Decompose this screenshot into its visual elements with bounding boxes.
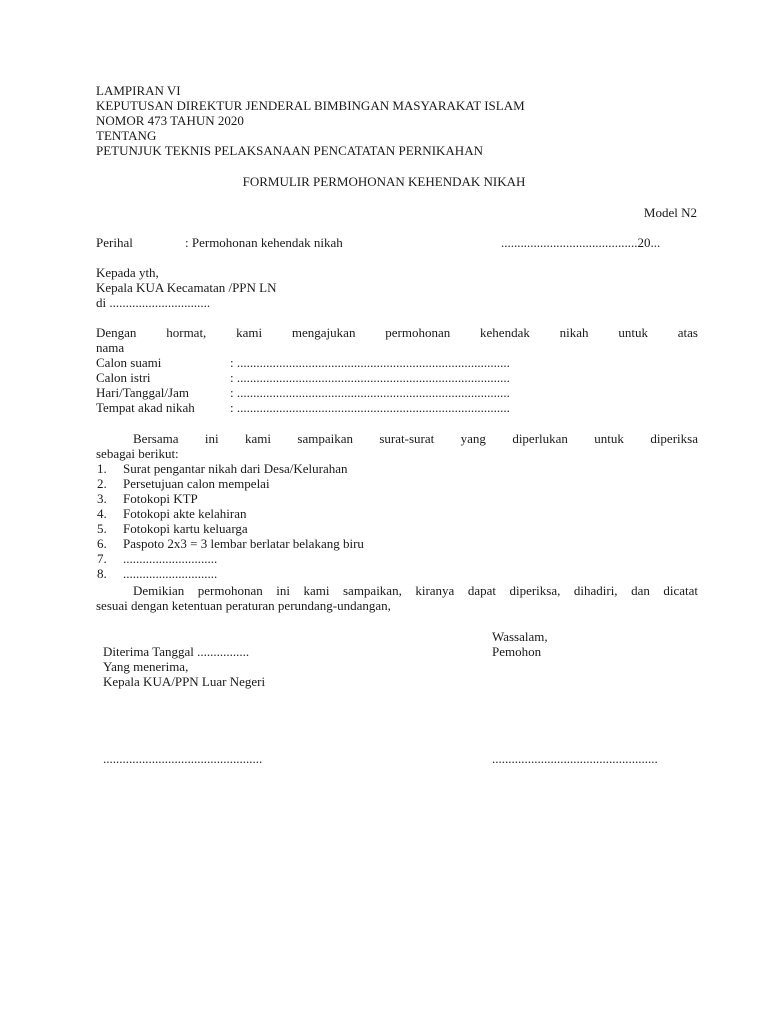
documents-intro-word: surat-surat [379,431,435,446]
tempat-akad-field[interactable]: : .................................................................................... [230,400,510,415]
documents-intro-word: yang [460,431,486,446]
list-item: Paspoto 2x3 = 3 lembar berlatar belakang biru [123,536,364,551]
list-item: Persetujuan calon mempelai [123,476,270,491]
header-keputusan: KEPUTUSAN DIREKTUR JENDERAL BIMBINGAN MASYARAKAT ISLAM [96,98,525,113]
list-item-number: 6. [97,536,107,551]
diterima-tanggal[interactable]: Diterima Tanggal ................ [103,644,250,659]
yang-menerima: Yang menerima, [103,659,189,674]
intro-word: permohonan [385,325,451,340]
form-title: FORMULIR PERMOHONAN KEHENDAK NIKAH [242,174,526,189]
list-item-number: 5. [97,521,107,536]
kepala-kua: Kepala KUA/PPN Luar Negeri [103,674,266,689]
hari-tanggal-field[interactable]: : .................................................................................... [230,385,510,400]
receiver-signature-line[interactable]: ................................................. [103,751,263,766]
address-location[interactable]: di ............................... [96,295,211,310]
closing-word: kami [303,583,330,598]
intro-word: Dengan [96,325,137,340]
perihal-label: Perihal [96,235,133,250]
calon-suami-label: Calon suami [96,355,162,370]
list-item: Surat pengantar nikah dari Desa/Kelurahan [123,461,348,476]
intro-line [96,325,698,340]
documents-intro-word: Bersama [133,431,179,446]
intro-word: kami [236,325,263,340]
closing-word: dicatat [663,583,698,598]
documents-intro-word: ini [204,431,219,446]
address-recipient: Kepala KUA Kecamatan /PPN LN [96,280,277,295]
address-greeting: Kepada yth, [96,265,159,280]
tempat-akad-label: Tempat akad nikah [96,400,195,415]
documents-intro-line [133,431,698,446]
intro-tail: nama [96,340,125,355]
list-item-number: 1. [97,461,107,476]
wassalam: Wassalam, [492,629,548,644]
list-item-number: 2. [97,476,107,491]
closing-word: diperiksa, [509,583,561,598]
documents-intro-word: sampaikan [297,431,353,446]
documents-intro-tail: sebagai berikut: [96,446,179,461]
hari-tanggal-label: Hari/Tanggal/Jam [96,385,189,400]
closing-word: dihadiri, [573,583,618,598]
header-petunjuk: PETUNJUK TEKNIS PELAKSANAAN PENCATATAN PERNIKAHAN [96,143,483,158]
list-item: Fotokopi KTP [123,491,198,506]
calon-istri-field[interactable]: : .................................................................................... [230,370,510,385]
list-item-blank[interactable]: ............................. [123,566,218,581]
documents-intro-word: kami [245,431,271,446]
list-item-number: 3. [97,491,107,506]
closing-word: Demikian [133,583,185,598]
list-item-blank[interactable]: ............................. [123,551,218,566]
intro-word: nikah [559,325,589,340]
date-field[interactable]: ..........................................20... [501,235,661,250]
list-item-number: 8. [97,566,107,581]
closing-line [133,583,698,598]
calon-istri-label: Calon istri [96,370,151,385]
intro-word: untuk [618,325,648,340]
intro-word: atas [677,325,698,340]
intro-word: mengajukan [291,325,356,340]
closing-word: dapat [467,583,496,598]
calon-suami-field[interactable]: : .................................................................................... [230,355,510,370]
model-label: Model N2 [643,205,697,220]
closing-word: kiranya [415,583,455,598]
header-lampiran: LAMPIRAN VI [96,83,181,98]
documents-intro-word: diperiksa [650,431,698,446]
documents-intro-word: diperlukan [512,431,568,446]
closing-word: ini [276,583,290,598]
header-tentang: TENTANG [96,128,157,143]
closing-line-2: sesuai dengan ketentuan peraturan perundang-undangan, [96,598,391,613]
documents-intro-word: untuk [594,431,624,446]
header-nomor: NOMOR 473 TAHUN 2020 [96,113,244,128]
list-item: Fotokopi kartu keluarga [123,521,248,536]
pemohon-label: Pemohon [492,644,542,659]
list-item-number: 7. [97,551,107,566]
applicant-signature-line[interactable]: ................................................... [492,751,658,766]
closing-word: dan [631,583,650,598]
intro-word: kehendak [480,325,530,340]
perihal-value: : Permohonan kehendak nikah [185,235,343,250]
intro-word: hormat, [166,325,207,340]
list-item-number: 4. [97,506,107,521]
closing-word: permohonan [197,583,263,598]
closing-word: sampaikan, [342,583,402,598]
list-item: Fotokopi akte kelahiran [123,506,247,521]
